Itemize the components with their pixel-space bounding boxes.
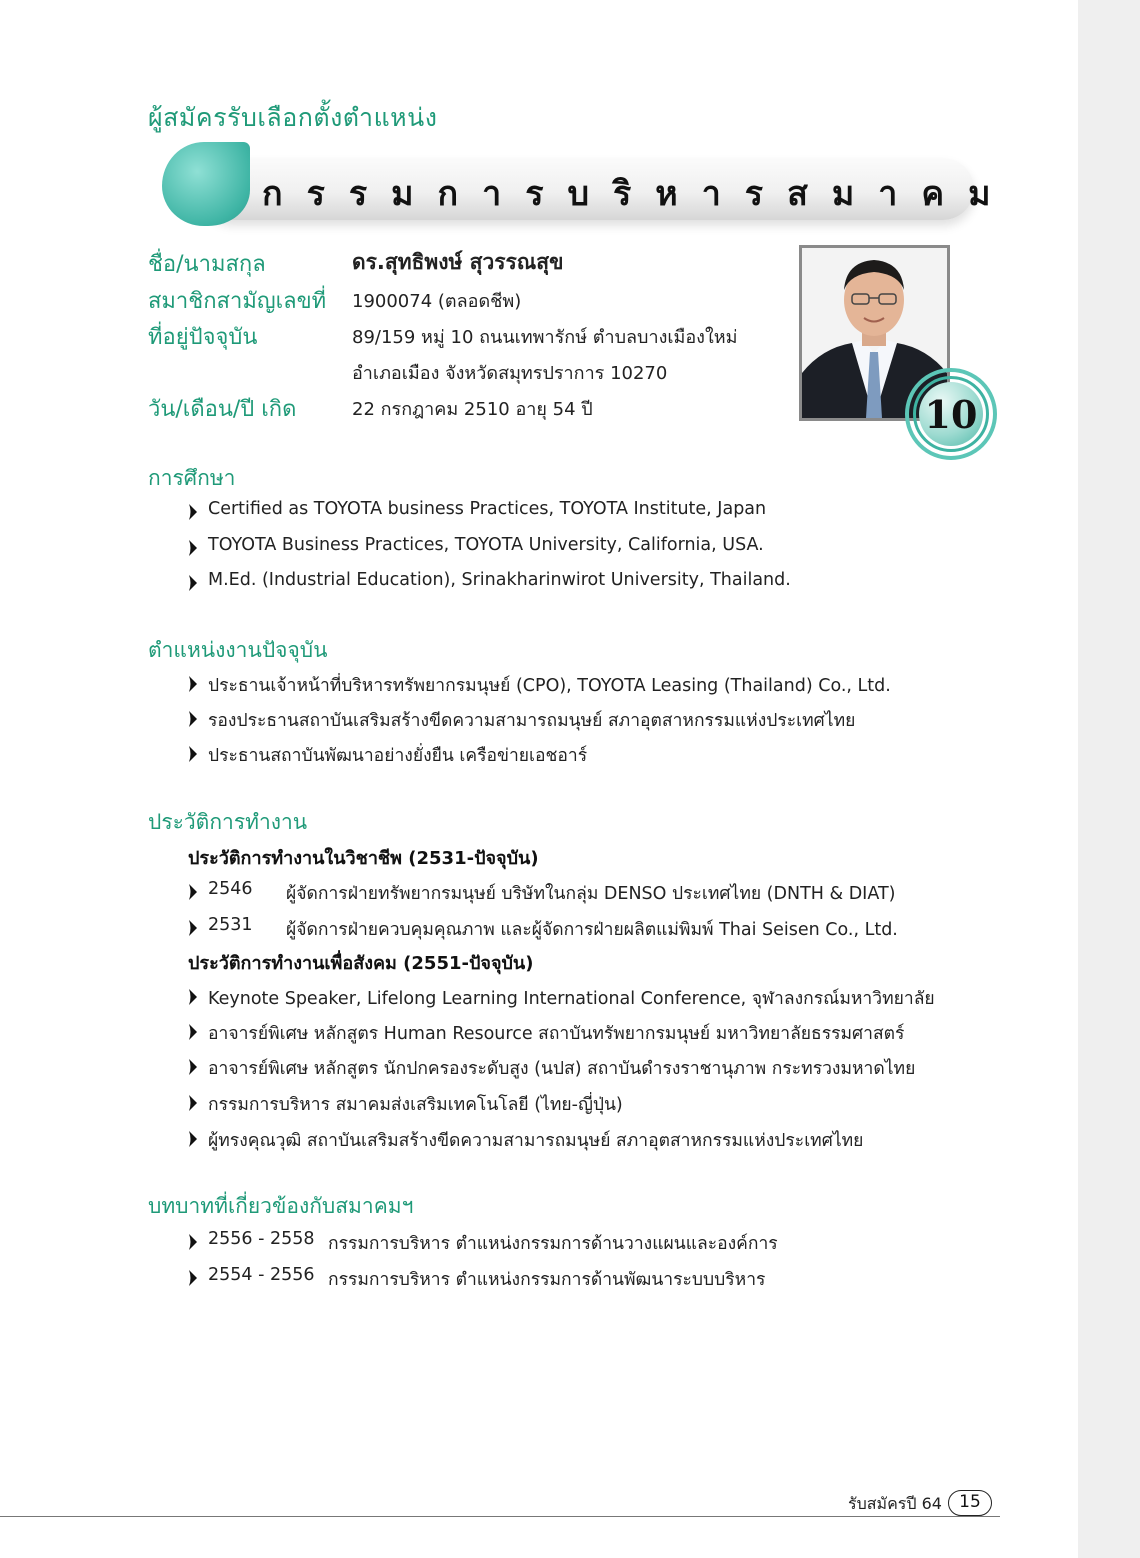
bullet-arrow-icon [188,676,198,692]
address-line-1: 89/159 หมู่ 10 ถนนเทพารักษ์ ตำบลบางเมืองใหม่ [352,327,738,348]
bullet-arrow-icon [188,1234,198,1250]
bullet-arrow-icon [188,1059,198,1075]
bullet-arrow-icon [188,540,198,556]
address-label: ที่อยู่ปัจจุบัน [148,325,258,350]
education-item: M.Ed. (Industrial Education), Srinakharinwirot University, Thailand. [208,570,791,590]
bullet-arrow-icon [188,1024,198,1040]
social-history-heading: ประวัติการทำงานเพื่อสังคม (2551-ปัจจุบัน) [188,953,534,974]
birth-label: วัน/เดือน/ปี เกิด [148,397,297,422]
bullet-arrow-icon [188,575,198,591]
page-edge-strip [1078,0,1140,1558]
position-item: ประธานสถาบันพัฒนาอย่างยั่งยืน เครือข่ายเอชอาร์ [208,746,588,766]
social-item: Keynote Speaker, Lifelong Learning International Conference, จุฬาลงกรณ์มหาวิทยาลัย [208,989,935,1009]
role-desc: กรรมการบริหาร ตำแหน่งกรรมการด้านวางแผนและองค์การ [328,1234,778,1254]
leaf-decoration-icon [162,142,250,226]
roles-heading: บทบาทที่เกี่ยวข้องกับสมาคมฯ [148,1194,414,1218]
banner-title: กรรมการบริหารสมาคม [262,174,1015,214]
current-position-heading: ตำแหน่งงานปัจจุบัน [148,638,328,662]
member-label: สมาชิกสามัญเลขที่ [148,289,327,314]
page-number: 15 [948,1490,992,1516]
member-value: 1900074 (ตลอดชีพ) [352,291,522,312]
bullet-arrow-icon [188,989,198,1005]
name-value: ดร.สุทธิพงษ์ สุวรรณสุข [352,250,564,274]
bullet-arrow-icon [188,1095,198,1111]
history-desc: ผู้จัดการฝ่ายทรัพยากรมนุษย์ บริษัทในกลุ่ม DENSO ประเทศไทย (DNTH & DIAT) [286,884,896,904]
title-banner [162,142,1015,232]
page-subtitle: ผู้สมัครรับเลือกตั้งตำแหน่ง [148,103,438,132]
history-year: 2531 [208,915,253,935]
candidate-number-badge [905,368,997,460]
footer-label: รับสมัครปี 64 [848,1494,942,1513]
position-item: ประธานเจ้าหน้าที่บริหารทรัพยากรมนุษย์ (CPO), TOYOTA Leasing (Thailand) Co., Ltd. [208,676,891,696]
address-line-2: อำเภอเมือง จังหวัดสมุทรปราการ 10270 [352,363,668,384]
bullet-arrow-icon [188,504,198,520]
role-desc: กรรมการบริหาร ตำแหน่งกรรมการด้านพัฒนาระบบบริหาร [328,1270,766,1290]
work-history-heading: ประวัติการทำงาน [148,810,308,834]
education-item: Certified as TOYOTA business Practices, TOYOTA Institute, Japan [208,499,767,519]
birth-value: 22 กรกฎาคม 2510 อายุ 54 ปี [352,399,593,420]
social-item: ผู้ทรงคุณวุฒิ สถาบันเสริมสร้างขีดความสามารถมนุษย์ สภาอุตสาหกรรมแห่งประเทศไทย [208,1131,864,1151]
bullet-arrow-icon [188,884,198,900]
social-item: อาจารย์พิเศษ หลักสูตร นักปกครองระดับสูง (นปส) สถาบันดำรงราชานุภาพ กระทรวงมหาดไทย [208,1059,916,1079]
bullet-arrow-icon [188,1131,198,1147]
bullet-arrow-icon [188,1270,198,1286]
professional-history-heading: ประวัติการทำงานในวิชาชีพ (2531-ปัจจุบัน) [188,848,539,869]
history-desc: ผู้จัดการฝ่ายควบคุมคุณภาพ และผู้จัดการฝ่ายผลิตแม่พิมพ์ Thai Seisen Co., Ltd. [286,920,898,940]
role-years: 2554 - 2556 [208,1265,315,1285]
position-item: รองประธานสถาบันเสริมสร้างขีดความสามารถมนุษย์ สภาอุตสาหกรรมแห่งประเทศไทย [208,711,856,731]
social-item: อาจารย์พิเศษ หลักสูตร Human Resource สถาบันทรัพยากรมนุษย์ มหาวิทยาลัยธรรมศาสตร์ [208,1024,905,1044]
badge-center [919,382,983,446]
candidate-number: 10 [924,391,978,437]
role-years: 2556 - 2558 [208,1229,315,1249]
education-heading: การศึกษา [148,466,236,490]
bullet-arrow-icon [188,746,198,762]
bullet-arrow-icon [188,920,198,936]
bullet-arrow-icon [188,711,198,727]
education-item: TOYOTA Business Practices, TOYOTA University, California, USA. [208,535,764,555]
history-year: 2546 [208,879,253,899]
social-item: กรรมการบริหาร สมาคมส่งเสริมเทคโนโลยี (ไทย-ญี่ปุ่น) [208,1095,623,1115]
name-label: ชื่อ/นามสกุล [148,252,266,277]
